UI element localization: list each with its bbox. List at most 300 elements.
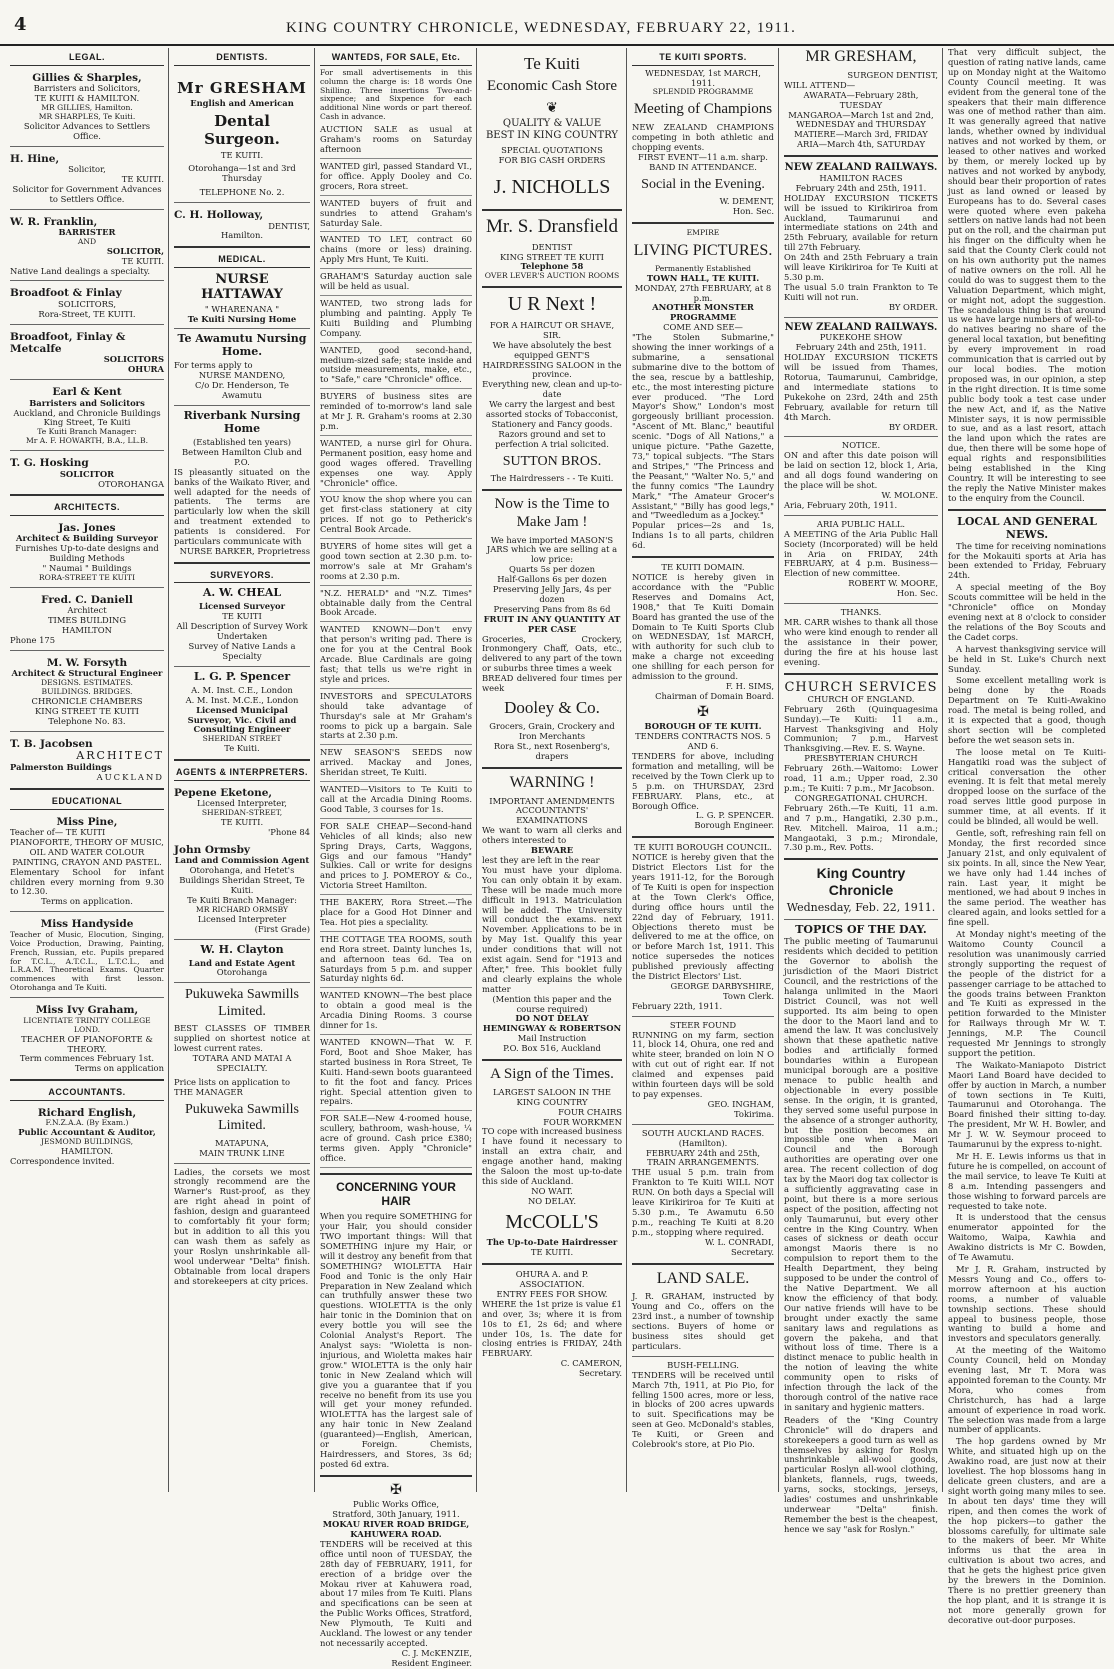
divider [784,673,938,675]
card-line: Teacher of— TE KUITI [10,827,106,838]
ad-line: Grocers, Grain, Crockery and Iron Merchants [489,721,615,741]
card-name: W. H. Clayton [200,942,284,956]
notice-line: Stratford, 30th January, 1911. [332,1509,460,1520]
notice-body: A MEETING of the Aria Public Hall Society (Incorporated) will be held in Aria on FRIDAY, 24th FEBRUARY, at 4 p.m. Business—Election of new committee. [784,528,938,579]
ad-line: Everything new, clean and up-to-date [482,379,622,400]
card-line: Dental Surgeon. [204,112,280,148]
card-line: Te Kuiti. [224,743,260,754]
notice-signature: Town Clerk. [723,990,774,1001]
card-line: MR SHARPLES, Te Kuiti. [38,111,136,121]
section-heading-legal: LEGAL. [10,52,164,66]
notice-heading: TE KUITI SPORTS. [632,52,774,66]
section-heading-wanteds: WANTEDS, FOR SALE, Etc. [320,52,472,66]
divider [320,1475,472,1477]
notice-body: THE usual 5 p.m. train from Frankton to Te Kuiti WILL NOT RUN. On both days a Special will leave Kirikiriroa for Te Kuiti at 5.30 p.m., Te Awamutu 6.50 p.m., reaching Te Kuiti at 8.20 p.m., stopping where required. [632,1167,774,1237]
card-line: TELEPHONE No. 2. [199,187,285,198]
notice-line: TENDERS CONTRACTS NOS. 5 AND 6. [635,731,771,752]
divider [632,1124,774,1125]
card-line: IS pleasantly situated on the banks of the Waikato River, and well adapted for the needs of patients. The terms are particularly low when the skill and treatment extended to patients is considered. For particulars communicate with [174,466,310,547]
card-line: AUCKLAND [96,772,164,783]
hair-ad-heading: CONCERNING YOUR HAIR [336,1179,456,1209]
ad-line: The Up-to-Date Hairdresser [486,1237,618,1248]
notice-line: FIRST EVENT—11 a.m. sharp. [638,151,768,162]
news-item: A harvest thanksgiving service will be held in St. Luke's Church next Sunday. [948,643,1106,674]
card-line: DESIGNS. ESTIMATES. [41,678,133,688]
ad-line: Half-Gallons 6s per dozen [497,574,607,585]
card-line: Otorohanga—1st and 3rd Thursday [188,163,296,184]
notice-heading: TE KUITI BOROUGH COUNCIL. [634,842,772,853]
ad-line: Rora St., next Rosenberg's, drapers [493,740,611,761]
ad-line: TO cope with increased business I have found it necessary to install an extra chair, and engage another hand, making the Saloon the most up-to-date this side of Auckland. [482,1126,622,1186]
ad-line: We carry the largest and best assorted stocks of Tobacconist, Stationery and Fancy goods. [485,399,619,429]
crest-icon: ✠ [697,703,709,720]
card-line: " WHARENANA " [204,303,280,314]
classified-ad: WANTED TO LET, contract 60 chains (more or less) draining. Apply Mrs Hunt, Te Kuiti. [320,232,472,269]
notice-line: MANGAROA—March 1st and 2nd, WEDNESDAY and THURSDAY [788,109,934,130]
card-line: SOLICITORS, [57,298,117,309]
notice-body: NOTICE is hereby given that the District Electors List for the years 1911-12, for the Borough of Te Kuiti is open for inspection at the Town Clerk's Office, during office hours until the 22nd day of February, 1911. Objections thereto must be delivered to me at the office, on or before March 1st, 1911. This notice supersedes the notices published previously affecting the District Electors' List. [632,852,774,982]
notice-line: Popular prices—2s and 1s, Indians 1s to all parts, children 6d. [632,520,774,551]
notice-signature: Chairman of Domain Board. [655,690,774,701]
news-item: Mr J. R. Graham, instructed by Messrs Young and Co., offers to-morrow afternoon at his auction rooms, a number of valuable township sections. These should appeal to business people, those wanting to build a home and investors and speculators generally. [948,1263,1106,1344]
divider [10,146,164,147]
classified-ad: GRAHAM'S Saturday auction sale will be held as usual. [320,269,472,296]
card-name: C. H. Holloway, [174,209,264,222]
notice-line: Permanently Established [655,263,751,273]
ad-line: You must have your diploma. You can only obtain it by exam. These will be made much more difficult in 1913. Matriculation will be added. The University will conduct the exams. next November. Applications to be in by May 1st. Qualify this year under conditions that will not exist again. Send for "1913 and After," free. This booklet fully and clearly explains the whole matter [482,864,622,994]
notice-body: NOTICE is hereby given in accordance with the "Public Reserves and Domains Act, 1908," that Te Kuiti Domain Board has granted the use of the Domain to Te Kuiti Sports Club on WEDNESDAY, 1st MARCH, with authority for such club to make a charge not exceeding one shilling for each person for admission to the ground. [632,571,774,682]
card-line: BEST CLASSES OF TIMBER supplied on shortest notice at lowest current rates. [174,1023,310,1054]
classified-ad: WANTED, two strong lads for plumbing and painting. Apply Te Kuiti Building and Plumbing Company. [320,296,472,343]
notice-signature: GEO. INGHAM, [707,1098,774,1109]
notice-signature: GEORGE DARBYSHIRE, [670,980,774,991]
card-line: Elementary School for infant children every morning from 9.30 to 12.30. [10,866,164,897]
column-professional-cards [6,46,168,1494]
divider [10,280,164,281]
news-item: It is understood that the census enumerator appointed for the Waitomo, Waipa, Kawhia and Awakino districts is Mr C. Bowden, of Te Awamutu. [948,1212,1106,1263]
ad-line: TE KUITI. [530,1247,574,1258]
card-name: T. B. Jacobsen [10,737,93,750]
card-line: Terms on application. [41,896,133,907]
notice-body: The usual 5.0 train Frankton to Te Kuiti will not run. [784,281,938,302]
ad-line: Razors ground and set to perfection A trial solicited. [495,428,609,449]
notice-heading: NEW ZEALAND RAILWAYS. [784,321,938,333]
notice-heading: NOTICE. [841,440,881,451]
divider [632,1263,774,1265]
editorial-date: Wednesday, Feb. 22, 1911. [786,901,936,915]
card-line: Architect & Building Surveyor [16,533,158,544]
notice-signature: Borough Engineer. [694,820,774,831]
page-number: 4 [14,14,27,35]
notice-signature: Secretary. [731,1246,774,1257]
ad-line: OHURA A. and P. ASSOCIATION. [515,1269,589,1289]
divider [174,328,310,329]
ad-name: Mr. S. Dransfield [486,216,618,238]
card-line: (Established ten years) [192,436,292,447]
notice-signature: Tokirima. [733,1108,774,1119]
news-item: Some excellent metalling work is being done by the Roads Department on Te Kuiti-Awakino road. The metal is being rolled, and it is expected that a good, though short section will be completed before the wet season sets in. [948,675,1106,745]
card-line: Architect & Structural Engineer [11,668,163,679]
ad-line: BEWARE [530,845,574,856]
notice-signature: C. J. McKENZIE, [401,1647,472,1658]
divider [10,997,164,998]
card-line: LICENTIATE TRINITY COLLEGE LOND. [23,1015,151,1034]
divider [174,562,310,564]
classified-ad: THE COTTAGE TEA ROOMS, south end Rora street. Dainty lunches 1s, and afternoon teas 6d. Tea on Saturdays from 5 p.m. and supper Saturday nights 6d. [320,932,472,989]
notice-body: TENDERS for above, including formation and metalling, will be received by the Town Clerk up to 5 p.m. on THURSDAY, 23rd FEBRUARY. Plans, etc., at Borough Office. [632,751,774,811]
hair-ad-body: When you require SOMETHING for your Hair, you should consider TWO important things: Will that SOMETHING injure my Hair, or will it destroy any benefit from that SOMETHING? WIOLETTA Hair Food and Tonic is the only Hair Preparation in New Zealand which can truthfully answer these two questions. WIOLETTA is the only hair tonic in the Dominion that on every bottle you will see the Colonial Analyst's Report. The Analyst says: "Wioletta is non-injurious, and Wioletta makes hair grow." WIOLETTA is the only hair tonic in New Zealand which will give you a guarantee that if you receive no benefit from its use you will get your money refunded. WIOLETTA has the largest sale of any hair tonic in New Zealand (guaranteed)—English, American, or Foreign. Chemists, Hairdressers, and Stores, 3s 6d; posted 6d extra. [320,1211,472,1469]
news-item: The time for receiving nominations for the Mokauiti sports at Aria has been extended to Friday, February 24th. [948,540,1106,581]
card-line: Licensed Interpreter [197,913,287,924]
card-line: AND [77,236,97,246]
crest-icon: ✠ [390,1481,402,1498]
notice-heading: PRESBYTERIAN CHURCH [804,753,918,764]
notice-body: MR. CARR wishes to thank all those who were kind enough to render all the assistance in their power, during the fire at his house last evening. [784,616,938,667]
notice-line: WILL ATTEND— [784,79,856,90]
ad-name: Now is the Time to Make Jam ! [494,496,610,530]
ad-line: BREAD delivered four times per week [482,673,622,694]
ad-line: The Hairdressers - - Te Kuiti. [490,473,614,484]
card-name: Richard English, [37,1106,137,1119]
ad-name: WARNING ! [509,773,595,791]
card-line: NURSE MANDENO, [198,370,286,381]
card-line: TE KUITI [222,611,262,622]
card-line: Land and Commission Agent [174,855,310,866]
section-heading-dentists: DENTISTS. [174,52,310,66]
card-line: Public Accountant & Auditor, [18,1127,156,1138]
card-name: Miss Handyside [40,918,134,931]
ad-line: HEMINGWAY & ROBERTSON [482,1023,622,1034]
card-line: JESMOND BUILDINGS, [40,1137,134,1147]
divider [174,666,310,667]
classified-ad: WANTED, a nurse girl for Ohura. Permanent position, easy home and good wages offered. Travelling expenses one way. Apply "Chronicle" office. [320,436,472,493]
ad-name: A Sign of the Times. [490,1066,614,1083]
notice-line: NEW ZEALAND CHAMPIONS competing in both athletic and chopping events. [632,122,774,152]
ad-line: We have absolutely the best equipped GENT'S HAIRDRESSING SALOON in the province. [482,339,622,380]
notice-signature: BY ORDER. [888,301,938,312]
divider [174,246,310,248]
notice-line: WEDNESDAY, 1st MARCH, 1911. [645,67,761,88]
card-line: English and American [190,98,294,109]
notice-heading: NEW ZEALAND RAILWAYS. [784,162,938,174]
notice-line: AWARATA—February 28th, TUESDAY [803,89,919,110]
notice-line: ARIA—March 4th, SATURDAY [796,139,926,150]
section-heading-accountants: ACCOUNTANTS. [10,1087,164,1101]
notice-heading: CHURCH OF ENGLAND. [807,693,915,704]
notice-heading: TE KUITI DOMAIN. [661,562,745,573]
card-name: H. Hine, [10,152,60,165]
divider [784,317,938,318]
card-line: Telephone No. 83. [48,715,126,726]
divider [948,509,1106,511]
classified-ad: WANTED girl, passed Standard VI., for office. Apply Dooley and Co. grocers, Rora street. [320,159,472,196]
card-line: Palmerston Buildings [10,762,112,773]
divider [174,202,310,203]
editorial-body: The public meeting of Taumarunui residents which decided to petition the Governor to abolish the jurisdiction of the Maori District Council, and the restrictions of the halanga unlimited in the Maori District Council, was not well supported. Its aim being to open the door to the Maori land and to amend the law. It was conclusively shown that these apathetic native bodies and artificially formed boundaries within a European municipal borough are a positive menace to public health and objectionable in every possible sense. In the origin, it is granted, they served some useful purpose in the absence of a stronger authority, but the position becomes an impossible one when a Maori Council and the Borough authorities are operating over one area. The recent collection of dog tax by the Maori dog tax collector is a sufficiently aggravating case in point, but there is a more serious aspect of the position, affecting not only Taumarunui, but every other centre in the King Country. When cases of sickness or death occur amongst Maoris there is no compulsion to report them to the Health Department, they being supposed to be under the control of the Native Department. We all know the efficiency of that body. Our native friends will have to be brought under exactly the same sanitary laws and regulations as govern the pakeha, and that without loss of time. There is a distinct menace to public health in the notion of leaving the white community open to risks of infection through the lack of the thorough control of the native race in sanitary and hygienic matters. [784,936,938,1412]
classified-ad: INVESTORS and SPECULATORS should take advantage of Thursday's sale at Mr Graham's rooms to pick up a bargain. Sale starts at 2.30 p.m. [320,689,472,746]
divider [632,836,774,838]
divider [482,767,622,769]
card-line: MAIN TRUNK LINE [199,1147,285,1158]
divider [784,436,938,437]
divider [482,1059,622,1061]
card-line: DENTIST, [268,220,310,231]
news-item: The Waikato-Maniapoto District Maori Land Board have decided to offer by auction in March, a number of town sections in Te Kuiti, Taumarunui and Otorohanga. The Board finished their sitting to-day. The president, Mr W. H. Bowler, and Mr J. W. W. Seymour proceed to Taumarunui by the express to-night. [948,1059,1106,1150]
notice-line: MONDAY, 27th FEBRUARY, at 8 p.m. [634,282,772,303]
section-heading-architects: ARCHITECTS. [10,502,164,516]
divider [482,286,622,288]
section-heading-agents: AGENTS & INTERPRETERS. [174,767,310,781]
card-line: Terms on application [74,1063,164,1074]
ad-line: Preserving Pans from 8s 6d [493,603,611,614]
card-line: Correspondence invited. [10,1155,115,1166]
divider [784,155,938,157]
divider [10,587,164,588]
divider [10,650,164,651]
ad-signature: C. CAMERON, [560,1358,622,1369]
classified-ad: WANTED buyers of fruit and sundries to attend Graham's Saturday Sale. [320,196,472,233]
card-line: A. M. Inst. M.C.E., London [185,694,299,705]
card-line: Te Kuiti Branch Manager: [187,894,297,905]
ad-line: DENTIST [531,241,573,252]
card-line: SHERIDAN STREET [202,734,282,744]
divider [482,489,622,491]
divider [10,324,164,325]
ad-line: lest they are left in the rear [482,854,600,865]
notice-title: LAND SALE. [656,1269,750,1287]
card-name: Miss Ivy Graham, [35,1004,139,1017]
divider [174,939,310,940]
notice-line: February 24th and 25th, 1911. [795,342,927,353]
news-item: The hop gardens owned by Mr White, and situated high up on the Awakino road, are just now at their loveliest. The hop blossoms hang in delicate green clusters, and are a sight worth going many miles to see. In about ten days' time they will ripen, and then comes the work of the hop pickers—to gather the blossoms carefully, for ultimate sale to the makers of beer. Mr White informs us that the area in cultivation is about two acres, and that he gets the highest price given by the brewers in the Dominion. There is no prettier greenery than the hop plant, and it is strange it is not more generally grown for decorative out-door purposes. [948,1436,1106,1625]
ad-line: (Mention this paper and the course required) [492,993,612,1014]
card-line: TE KUITI. [220,149,264,160]
card-line: C/o Dr. Henderson, Te Awamutu [195,380,289,401]
classified-ad: WANTED KNOWN—The best place to obtain a good meal is the Arcadia Dining Rooms. 3 course dinner for 1s. [320,988,472,1035]
ad-line: Quarts 5s per dozen [508,564,596,575]
notice-date: February 22th, 1911. [632,1000,723,1011]
notice-body: "The Stolen Submarine," showing the inner workings of a submarine, a sensational submarine dive to the bottom of the sea, rescue by a battleship, etc., the most interesting picture ever produced. "The Lord Mayor's Show," London's most gorgeously brilliant procession. "Ascent of Mt. Blanc," beautiful scenic. "Dogs of All Nations," a unique picture. "Pathe Gazette, 73," topical subjects. "The Stars and Stripes," "The Princess and the Peasant," "Walter No. 5," and the funny comics "The Laundry Mark," "The Amateur Grocer's Assistant," "Billy has good legs," and "Tweedledum as a Jockey." [632,332,774,521]
divider [10,788,164,790]
notice-heading: THANKS. [840,607,882,618]
card-line: Te Kuiti Nursing Home [187,313,297,324]
editorial-body: Readers of the "King Country Chronicle" will do drapers and storekeepers a good turn as well as themselves by asking for Roslyn unshrinkable all-wool goods, particular Roslyn all-wool clothing, blankets, flannels, rugs, tweeds, yarns, socks, stockings, jerseys, ladies' costumes and unshrinkable underwear "Delta" finish. Remember the best is the cheapest, hence we say "ask for Roslyn." [784,1414,938,1534]
notice-heading: BUSH-FELLING. [667,1359,739,1370]
notice-line: COME AND SEE— [663,322,743,333]
card-line: Rora-Street, TE KUITI. [38,308,136,319]
card-line: Price lists on application to [174,1076,291,1087]
ad-line: Mail Instruction [517,1033,587,1044]
card-line: Solicitor for Government Advances to Settlers Office. [12,183,162,204]
divider [632,556,774,558]
ad-name: U R Next ! [507,293,597,316]
column-notices [628,46,778,1494]
divider [482,1263,622,1265]
divider [320,1173,472,1175]
section-heading-local-news: LOCAL AND GENERAL NEWS. [957,514,1097,541]
card-line: 'Phone 84 [267,826,310,837]
column-rule [168,48,169,1492]
notice-body: February 26th.—Te Kuiti, 11 a.m. and 7 p.m., Hangatiki, 2.30 p.m., Rev. Mitchell. Mairoa, 11 a.m.; Mangaotaki, 3 p.m.; Mirondale, 7.30 p.m., Rev. Potts. [784,802,938,853]
card-line: Otorohanga, and Hetet's Buildings Sheridan Street, Te Kuiti. [179,865,305,895]
column-wanteds [316,46,476,1668]
card-line: BARRISTER [58,226,116,237]
notice-signature: Hon. Sec. [896,588,938,599]
card-line: Ladies, the corsets we most strongly recommend are the Warner's Rust-proof, as they are right ahead in point of fashion, design and guaranteed to comfortably fit your form; but in addition to all this you can wash them as safely as your Roslyn unshrinkable all-wool underwear "Delta" finish. Obtainable from local drapers and storekeepers at city prices. [174,1166,310,1286]
card-line: Te Kuiti Branch Manager: [37,427,137,437]
notice-body: RUNNING on my farm, section 11, block 14, Ohura, one red and white steer, branded on loin N O with cut out of right ear. If not claimed and expenses paid within fourteen days will be sold to pay expenses. [632,1029,774,1099]
ad-line: QUALITY & VALUE [502,118,602,130]
ad-heading: Te Kuiti [524,54,580,73]
classified-ad: FOR SALE CHEAP—Second-hand Vehicles of all kinds; also new Spring Drays, Carts, Waggons, Gigs and our famous "Handy" Sulkies. Call or write for designs and prices to J. POMEROY & Co., Victoria Street Hamilton. [320,819,472,895]
card-name: Earl & Kent [52,386,122,399]
ad-line: Preserving Jelly Jars, 4s per dozen [492,584,612,604]
notice-heading: BOROUGH OF TE KUITI. [644,721,762,732]
card-line: MATAPUNA, [215,1137,269,1148]
notice-body: On 24th and 25th February a train will leave Kirikiriroa for Te Kuiti at 5.30 p.m. [784,252,938,282]
notice-body: HOLIDAY EXCURSION TICKETS will be issued from Thames, Rotorua, Taumarunui, Cambridge, and intermediate stations to Pukekohe on 23rd, 24th and 25th February, available for return till 4th March. [784,352,938,422]
card-line: Solicitor, [68,163,106,174]
card-line: All Description of Survey Work [176,621,308,632]
card-line: (First Grade) [254,923,310,934]
notice-signature: W. MOLONE. [881,490,938,500]
ad-name: SUTTON BROS. [502,453,602,469]
ad-heading: Economic Cash Store [487,78,617,95]
ad-line: FOR A HAIRCUT OR SHAVE, SIR. [489,319,615,340]
card-line: OHURA [128,364,164,375]
card-line: Barristers and Solicitors [29,397,145,408]
newspaper-title: KING COUNTRY CHRONICLE, WEDNESDAY, FEBRUARY 22, 1911. [286,20,797,36]
card-line: TIMES BUILDING [47,615,127,626]
card-name: M. W. Forsyth [46,656,128,669]
notice-body: J. R. GRAHAM, instructed by Young and Co., offers on the 23rd inst., a number of township sections. Buyers of home or business sites should get particulars. [632,1291,774,1351]
notice-body: TENDERS will be received at this office until noon of TUESDAY, the 28th day of FEBRUARY, 1911, for erection of a bridge over the Mokau river at Kahuwera road, about 17 miles from Te Kuiti. Plans and specifications can be seen at the Public Works Offices, Stratford, New Plymouth, Te Kuiti and Auckland. The lowest or any tender not necessarily accepted. [320,1538,472,1648]
card-line: Licensed Surveyor [198,601,285,612]
column-rule [778,48,779,1492]
divider [10,731,164,732]
card-name: Fred. C. Daniell [41,593,133,606]
divider [632,222,774,224]
news-item: At the meeting of the Waitomo County Council, held on Monday evening last, Mr T. Mora was appointed foreman to the County. Mr Mora, who comes from Christchurch, has had a large amount of experience in road work. The selection was made from a large number of applicants. [948,1345,1106,1435]
divider [174,405,310,406]
classified-ad: AUCTION SALE as usual at Graham's rooms on Saturday afternoon [320,122,472,159]
card-line: Otorohanga [216,967,268,978]
divider [10,450,164,451]
card-line: Architect [67,605,107,616]
divider [174,982,310,983]
classified-ads-list [320,122,472,1168]
notice-title: Meeting of Champions [633,101,773,118]
notice-line: FEBRUARY 24th and 25th, [645,1147,761,1158]
card-line: For terms apply to [174,360,253,371]
notice-line: MOKAU RIVER ROAD BRIDGE, KAHUWERA ROAD. [322,1519,470,1539]
card-line: Term commences February 1st. [19,1053,155,1064]
divider [174,759,310,761]
divider [632,1016,774,1017]
classified-ad: BUYERS of business sites are reminded of to-morrow's land sale at Mr J. R. Graham's rooms at 2.30 p.m. [320,389,472,436]
ad-line: ACCOUNTANTS' EXAMINATIONS [515,805,589,826]
ad-line: FOUR CHAIRS [558,1106,622,1117]
notice-date: Aria, February 20th, 1911. [784,499,898,510]
classified-ad: FOR SALE—New 4-roomed house, scullery, bathroom, wash-house, ¼ acre of ground. Cash price £380; terms given. Apply "Chronicle" office. [320,1111,472,1168]
divider [784,515,938,516]
divider [10,494,164,496]
card-line: Teacher of Music, Elocution, Singing, Voice Production, Drawing, Painting, French, Russian, etc. Pupils prepared for T.C.L., A.T.C.L., L.T.C.L., and L.R.A.M. Theoretical Exams. Quarter commences with first lesson. Otorohanga and Te Kuiti. [10,929,164,993]
card-line: TE KUITI. [121,173,164,184]
card-line: HAMILTON. [60,1146,114,1157]
notice-body: February 26th.—Waitomo: Lower road, 11 a.m.; Upper road, 2.30 p.m.; Te Kuiti: 7 p.m., Mr Jacobson. [784,763,938,793]
card-name: Riverbank Nursing Home [183,409,301,435]
divider [174,1163,310,1164]
notice-signature: Resident Engineer. [391,1657,472,1668]
classified-ad: WANTED, good second-hand, medium-sized safe; state inside and outside measurements, make, etc., to "Safe," care "Chronicle" office. [320,343,472,390]
ad-line: KING STREET TE KUITI [500,251,604,262]
section-heading-surveyors: SURVEYORS. [174,570,310,584]
card-line: Auckland, and Chronicle Buildings King Street, Te Kuiti [13,407,161,428]
card-line: TE KUITI. [121,255,164,266]
classified-ad: "N.Z. HERALD" and "N.Z. Times" obtainable daily from the Central Book Arcade. [320,586,472,623]
ad-line: Groceries, Crockery, Ironmongery Chaff, Oats, etc., delivered to any part of the town or suburbs three times a week [482,633,622,674]
ad-signature: Secretary. [579,1368,622,1379]
card-name: Jas. Jones [58,522,116,535]
card-line: Mr A. F. HOWARTH, B.A., LL.B. [25,436,149,446]
card-line: Solicitor Advances to Settlers Office. [23,120,151,141]
ad-line: LARGEST SALOON IN THE KING COUNTRY [492,1086,612,1107]
card-name: Pukuweka Sawmills Limited. [185,987,299,1019]
card-line: TEACHER OF PIANOFORTE & THEORY. [21,1033,153,1054]
classified-ad: BUYERS of home sites will get a good town section at 2.30 p.m. to-morrow's sale at Mr Graham's rooms at 2.30 p.m. [320,539,472,586]
ad-line: ENTRY FEES FOR SHOW. [496,1288,608,1299]
notice-heading: Public Works Office, [352,1499,440,1510]
card-line: Licensed Interpreter, [197,798,287,809]
notice-line: BAND IN ATTENDANCE. [649,161,757,172]
card-line: SOLICITOR, [106,245,164,256]
editorial-heading: TOPICS OF THE DAY. [795,923,927,937]
column-notices-editorial [780,46,942,1534]
notice-heading: STEER FOUND [669,1019,737,1030]
notice-signature: W. L. CONRADI, [705,1236,774,1247]
card-line: Licensed Municipal Surveyor, Vic. Civil and Consulting Engineer [187,704,297,735]
classified-ad: WANTED KNOWN—That W. F. Ford, Boot and Shoe Maker, has started business in Rora Street, Te Kuiti. Hand-sewn boots guaranteed to fit the foot and fancy. Prices right. Special attention given to repairs. [320,1035,472,1111]
card-line: THE MANAGER [174,1086,243,1097]
card-name: Gillies & Sharples, [32,71,142,84]
card-name: W. R. Franklin, [10,215,98,228]
notice-body: TENDERS will be received until March 7th, 1911, at Pio Pio, for felling 1500 acres, more or less, in blocks of 200 acres upwards to suit. Specifications may be seen at Geo. McDonald's stables, Te Kuiti, or Green and Colebrook's store, at Pio Pio. [632,1369,774,1450]
card-name: Pepene Eketone, [174,786,273,799]
card-line: NURSE BARKER, Proprietress [179,545,310,556]
column-local-news [944,46,1110,1625]
card-line: Furnishes Up-to-date designs and Building Methods [15,543,159,564]
ad-line: OVER LEVER'S AUCTION ROOMS [484,271,620,281]
classified-ad: THE BAKERY, Rora Street.—The place for a Good Hot Dinner and Tea. Hot pies a speciality. [320,895,472,932]
notice-signature: ROBERT W. MOORE, [848,578,938,589]
card-name: L. G. P. Spencer [193,669,291,683]
ad-line: FOUR WORKMEN [543,1116,622,1127]
notice-signature: W. DEMENT, [719,196,774,207]
card-line: Native Land dealings a specialty. [10,265,151,276]
notice-body: ON and after this date poison will be laid on section 12, block 1, Aria, and all dogs found wandering on the place will be shot. [784,450,938,491]
ad-name: McCOLL'S [505,1210,599,1233]
notice-heading: SOUTH AUCKLAND RACES. (Hamilton). [641,1127,765,1148]
card-line: " Naumai " Buildings [42,563,132,574]
card-line: Survey of Native Lands a Specialty [188,641,296,661]
notice-line: TRAIN ARRANGEMENTS. [647,1157,759,1168]
card-line: Barristers and Solicitors, [33,82,141,93]
column-rule [314,48,315,1492]
classified-ad: WANTED—Visitors to Te Kuiti to call at the Arcadia Dining Rooms. Good Table, 3 courses for 1s. [320,782,472,819]
card-line: TE KUITI & HAMILTON. [34,92,140,103]
section-heading-church: CHURCH SERVICES [784,679,938,695]
